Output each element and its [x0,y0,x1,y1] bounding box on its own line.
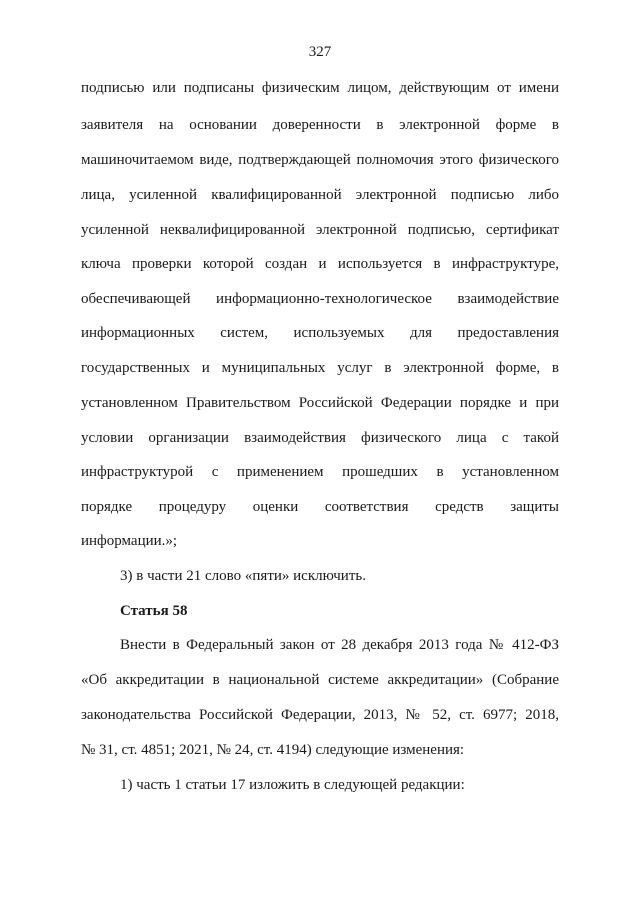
text-line: заявителя на основании доверенности в электронной форме в [81,117,559,133]
list-item: 3) в части 21 слово «пяти» исключить. [120,568,366,584]
text-line: установленном Правительством Российской Федерации порядке и при [81,395,559,411]
text-line: инфраструктурой с применением прошедших в установленном [81,464,559,480]
text-line: условии организации взаимодействия физического лица с такой [81,430,559,446]
text-line: порядке процедуру оценки соответствия средств защиты [81,499,559,515]
text-line: машиночитаемом виде, подтверждающей полномочия этого физического [81,152,559,168]
text-line: обеспечивающей информационно-технологическое взаимодействие [81,291,559,307]
list-item: 1) часть 1 статьи 17 изложить в следующей редакции: [120,777,465,793]
text-line: ключа проверки которой создан и используется в инфраструктуре, [81,256,559,272]
text-line: усиленной неквалифицированной электронной подписью, сертификат [81,222,559,238]
text-line: законодательства Российской Федерации, 2013, № 52, ст. 6977; 2018, [81,707,559,723]
text-line: информационных систем, используемых для предоставления [81,325,559,341]
text-line: подписью или подписаны физическим лицом, действующим от имени [81,80,559,96]
text-line: лица, усиленной квалифицированной электронной подписью либо [81,187,559,203]
text-line: № 31, ст. 4851; 2021, № 24, ст. 4194) следующие изменения: [81,742,465,758]
text-line: информации.»; [81,533,178,549]
page-number: 327 [308,44,332,60]
text-line: государственных и муниципальных услуг в электронной форме, в [81,360,559,376]
text-line: Внести в Федеральный закон от 28 декабря 2013 года № 412-ФЗ [120,637,559,653]
article-heading: Статья 58 [120,603,188,619]
text-line: «Об аккредитации в национальной системе аккредитации» (Собрание [81,672,559,688]
